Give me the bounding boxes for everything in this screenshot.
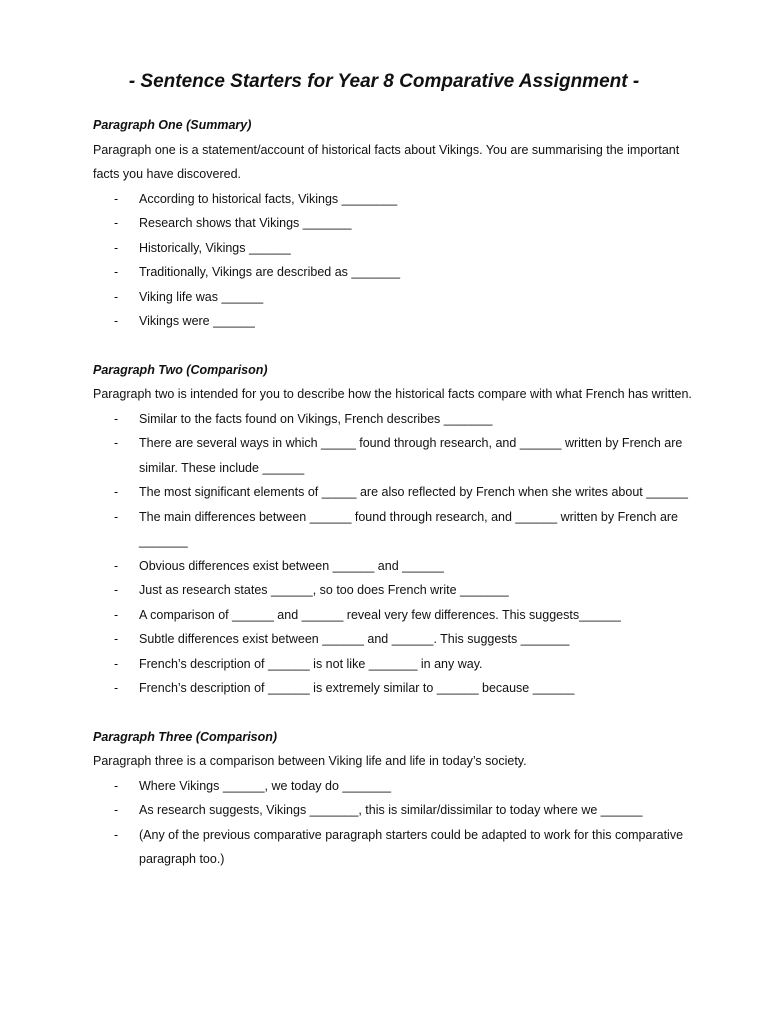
sentence-starter-text: Where Vikings ______, we today do _______ xyxy=(139,778,392,793)
list-dash-marker: - xyxy=(114,289,119,304)
list-dash-marker: - xyxy=(114,436,119,450)
list-dash-marker: - xyxy=(114,681,119,695)
sentence-starter-text: Historically, Vikings ______ xyxy=(139,240,291,255)
section-heading: Paragraph Two (Comparison) xyxy=(93,362,268,377)
list-dash-marker: - xyxy=(114,509,119,524)
paragraph-section xyxy=(93,725,708,872)
list-dash-marker: - xyxy=(114,314,119,328)
sentence-starter-item xyxy=(93,236,708,261)
sentence-starter-item xyxy=(93,309,708,334)
list-dash-marker: - xyxy=(114,803,119,817)
list-dash-marker: - xyxy=(114,583,119,597)
list-dash-marker: - xyxy=(114,411,119,426)
sentence-starter-text: There are several ways in which _____ found through research, and ______ written by French are similar. These include ______ xyxy=(139,436,683,475)
list-dash-marker: - xyxy=(114,558,119,573)
list-dash-marker: - xyxy=(114,191,119,206)
sentence-starter-item xyxy=(93,798,708,823)
sentence-starter-list xyxy=(93,187,708,334)
sentence-starter-text: As research suggests, Vikings _______, this is similar/dissimilar to today where we ______ xyxy=(139,803,643,817)
sentence-starter-text: French’s description of ______ is not like _______ in any way. xyxy=(139,656,483,671)
sentence-starter-text: Vikings were ______ xyxy=(139,314,255,328)
sentence-starter-text: A comparison of ______ and ______ reveal very few differences. This suggests______ xyxy=(139,607,621,622)
sentence-starter-item xyxy=(93,627,708,652)
sentence-starter-text: Research shows that Vikings _______ xyxy=(139,216,352,230)
list-dash-marker: - xyxy=(114,485,119,499)
list-dash-marker: - xyxy=(114,240,119,255)
sentence-starter-text: French’s description of ______ is extremely similar to ______ because ______ xyxy=(139,681,575,695)
sentence-starter-text: The main differences between ______ found through research, and ______ written by French are _______ xyxy=(139,509,679,548)
sentence-starter-item xyxy=(93,431,708,480)
sentence-starter-item xyxy=(93,603,708,628)
sentence-starter-item xyxy=(93,578,708,603)
list-dash-marker: - xyxy=(114,827,119,842)
sentence-starter-text: Obvious differences exist between ______ and ______ xyxy=(139,558,444,573)
sentence-starter-text: Traditionally, Vikings are described as _______ xyxy=(139,265,401,279)
sentence-starter-text: The most significant elements of _____ are also reflected by French when she writes about ______ xyxy=(139,485,688,499)
sentence-starter-item xyxy=(93,823,708,872)
sentence-starter-item xyxy=(93,187,708,212)
sentence-starter-item xyxy=(93,480,708,505)
section-intro: Paragraph one is a statement/account of historical facts about Vikings. You are summarising the important facts you have discovered. xyxy=(93,142,680,181)
section-heading: Paragraph Three (Comparison) xyxy=(93,729,278,744)
sentence-starter-list xyxy=(93,774,708,872)
paragraph-section xyxy=(93,113,708,334)
list-dash-marker: - xyxy=(114,778,119,793)
sentence-starter-text: Viking life was ______ xyxy=(139,289,264,304)
paragraph-section xyxy=(93,358,708,701)
sentence-starter-text: (Any of the previous comparative paragraph starters could be adapted to work for this comparative paragraph too.) xyxy=(139,827,684,866)
sentence-starter-text: Just as research states ______, so too does French write _______ xyxy=(139,583,509,597)
list-dash-marker: - xyxy=(114,216,119,230)
sentence-starter-item xyxy=(93,285,708,310)
sentence-starter-list xyxy=(93,407,708,701)
sentence-starter-item xyxy=(93,774,708,799)
sentence-starter-text: Subtle differences exist between ______ and ______. This suggests _______ xyxy=(139,632,570,646)
sentence-starter-item xyxy=(93,260,708,285)
sections-container xyxy=(93,113,708,872)
sentence-starter-item xyxy=(93,407,708,432)
sentence-starter-text: According to historical facts, Vikings ________ xyxy=(139,191,398,206)
section-intro: Paragraph three is a comparison between Viking life and life in today’s society. xyxy=(93,754,527,768)
section-intro: Paragraph two is intended for you to describe how the historical facts compare with what French has written. xyxy=(93,387,692,401)
sentence-starter-text: Similar to the facts found on Vikings, French describes _______ xyxy=(139,411,493,426)
list-dash-marker: - xyxy=(114,607,119,622)
list-dash-marker: - xyxy=(114,656,119,671)
document-title: - Sentence Starters for Year 8 Comparative Assignment - xyxy=(128,71,640,92)
list-dash-marker: - xyxy=(114,265,119,279)
list-dash-marker: - xyxy=(114,632,119,646)
sentence-starter-item xyxy=(93,211,708,236)
section-heading: Paragraph One (Summary) xyxy=(93,118,252,132)
sentence-starter-item xyxy=(93,676,708,701)
sentence-starter-item xyxy=(93,652,708,677)
sentence-starter-item xyxy=(93,505,708,554)
sentence-starter-item xyxy=(93,554,708,579)
